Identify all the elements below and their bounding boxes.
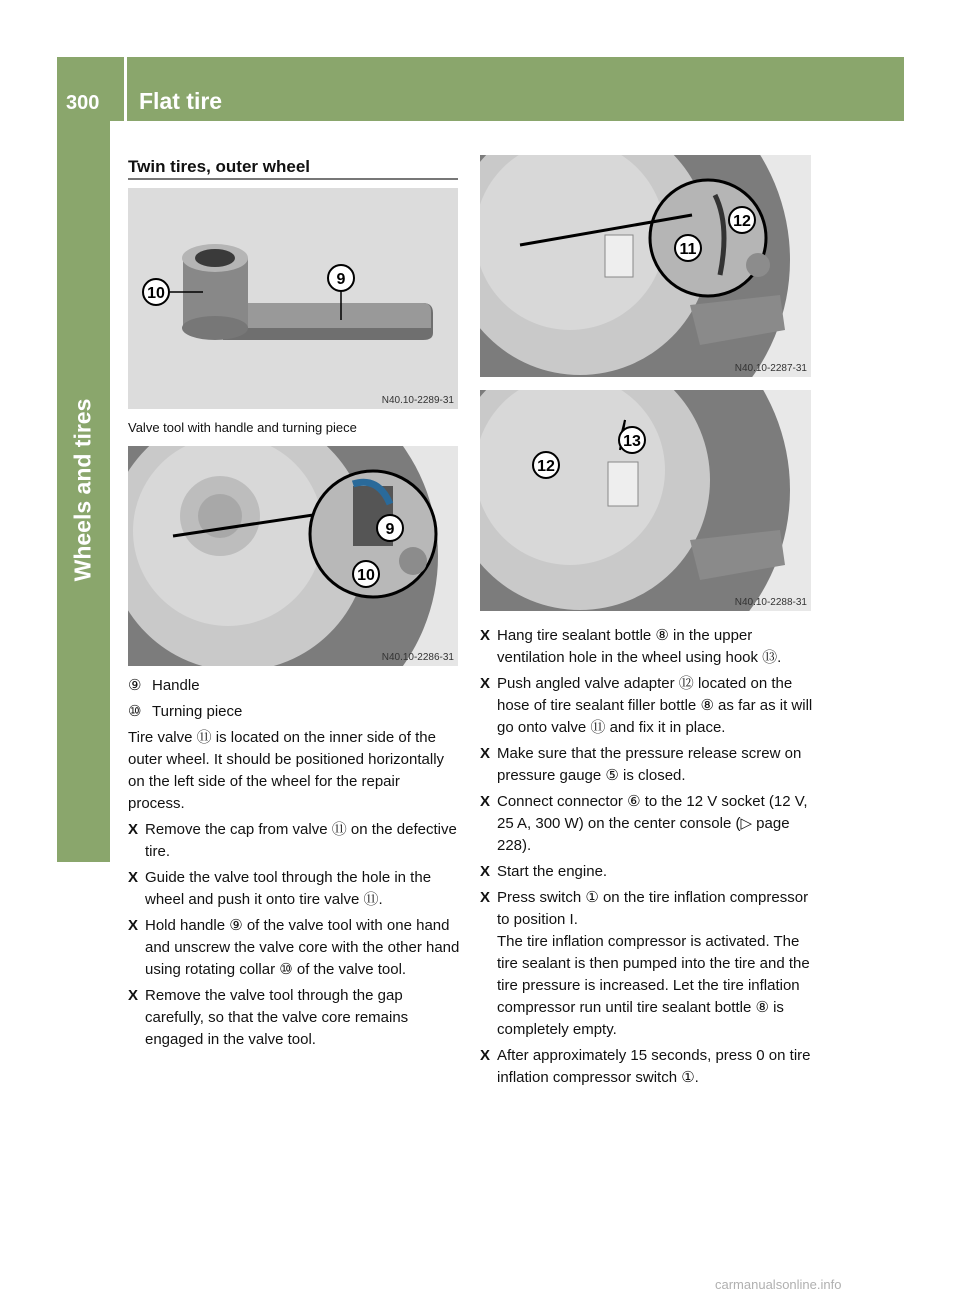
step-marker-icon: X — [480, 675, 491, 692]
step-marker-icon: X — [480, 889, 491, 906]
step-marker-icon: X — [128, 917, 139, 934]
callout-13: 13 — [623, 433, 641, 450]
legend-item — [128, 701, 460, 723]
figure-id: N40.10-2287-31 — [734, 363, 807, 374]
step-text: Remove the cap from valve ⑪ on the defective tire. — [145, 821, 457, 860]
step-text: Connect connector ⑥ to the 12 V socket (12 V, 25 A, 300 W) on the center console (▷ page 228). — [497, 793, 808, 854]
callout-9: 9 — [336, 271, 346, 288]
side-tab-label: Wheels and tires — [69, 398, 96, 582]
instruction-step — [480, 743, 814, 787]
step-text: Hold handle ⑨ of the valve tool with one hand and unscrew the valve core with the other hand using rotating collar ⑩ of the valve tool. — [145, 917, 460, 978]
step-text: Start the engine. — [497, 863, 608, 880]
step-text: Hang tire sealant bottle ⑧ in the upper ventilation hole in the wheel using hook ⑬. — [497, 627, 782, 666]
figure-caption: Valve tool with handle and turning piece — [128, 420, 357, 435]
callout-12: 12 — [733, 213, 751, 230]
step-marker-icon: X — [128, 987, 139, 1004]
legend-text: Handle — [152, 677, 200, 694]
figure-valve-adapter — [480, 155, 811, 377]
instruction-step — [128, 819, 460, 863]
right-column — [480, 625, 814, 1093]
step-marker-icon: X — [128, 821, 139, 838]
step-text: Push angled valve adapter ⑫ located on the hose of tire sealant filler bottle ⑧ as far as it will go onto valve ⑪ and fix it in place. — [497, 675, 813, 736]
step-marker-icon: X — [480, 745, 491, 762]
legend-item — [128, 675, 460, 697]
callout-10: 10 — [357, 567, 375, 584]
step-result-text: The tire inflation compressor is activated. The tire sealant is then pumped into the tire and the tire pressure is increased. Let the tire inflation compressor run until tire sealant bottle ⑧ is completely empty. — [497, 933, 810, 1038]
side-tab-block — [57, 797, 110, 862]
section-rule — [128, 178, 458, 180]
figure-id: N40.10-2289-31 — [381, 395, 454, 406]
legend-number: ⑩ — [128, 703, 142, 720]
footer-watermark: carmanualsonline.info — [715, 1277, 842, 1292]
step-marker-icon: X — [128, 869, 139, 886]
callout-12: 12 — [537, 458, 555, 475]
step-marker-icon: X — [480, 793, 491, 810]
figure-tool-on-wheel — [128, 446, 458, 666]
step-text: Make sure that the pressure release screw on pressure gauge ⑤ is closed. — [497, 745, 802, 784]
figure-sealant-bottle — [480, 390, 811, 611]
instruction-step — [480, 887, 814, 1041]
step-marker-icon: X — [480, 863, 491, 880]
step-text: Press switch ① on the tire inflation compressor to position I. — [497, 889, 809, 928]
step-marker-icon: X — [480, 1047, 491, 1064]
section-title: Twin tires, outer wheel — [128, 157, 310, 176]
figure-valve-tool — [128, 188, 458, 409]
callout-11: 11 — [679, 241, 697, 258]
figure-id: N40.10-2288-31 — [734, 597, 807, 608]
instruction-step — [480, 861, 814, 883]
instruction-step — [480, 625, 814, 669]
instruction-step — [480, 1045, 814, 1089]
instruction-step — [128, 915, 460, 981]
step-text: Remove the valve tool through the gap carefully, so that the valve core remains engaged in the valve tool. — [145, 987, 409, 1048]
instruction-step — [128, 867, 460, 911]
callout-10: 10 — [147, 285, 165, 302]
legend-text: Turning piece — [152, 703, 243, 720]
step-marker-icon: X — [480, 627, 491, 644]
step-text: Guide the valve tool through the hole in the wheel and push it onto tire valve ⑪. — [145, 869, 432, 908]
page-number: 300 — [66, 92, 100, 114]
page-title: Flat tire — [139, 88, 223, 114]
left-column — [128, 675, 460, 1055]
step-text: After approximately 15 seconds, press 0 on tire inflation compressor switch ①. — [497, 1047, 811, 1086]
callout-9: 9 — [385, 521, 395, 538]
legend-number: ⑨ — [128, 677, 142, 694]
figure-id: N40.10-2286-31 — [381, 652, 454, 663]
body-paragraph: Tire valve ⑪ is located on the inner side of the outer wheel. It should be positioned horizontally on the left side of the wheel for the repair process. — [128, 729, 445, 812]
instruction-step — [128, 985, 460, 1051]
header-separator — [124, 57, 127, 121]
instruction-step — [480, 791, 814, 857]
instruction-step — [480, 673, 814, 739]
